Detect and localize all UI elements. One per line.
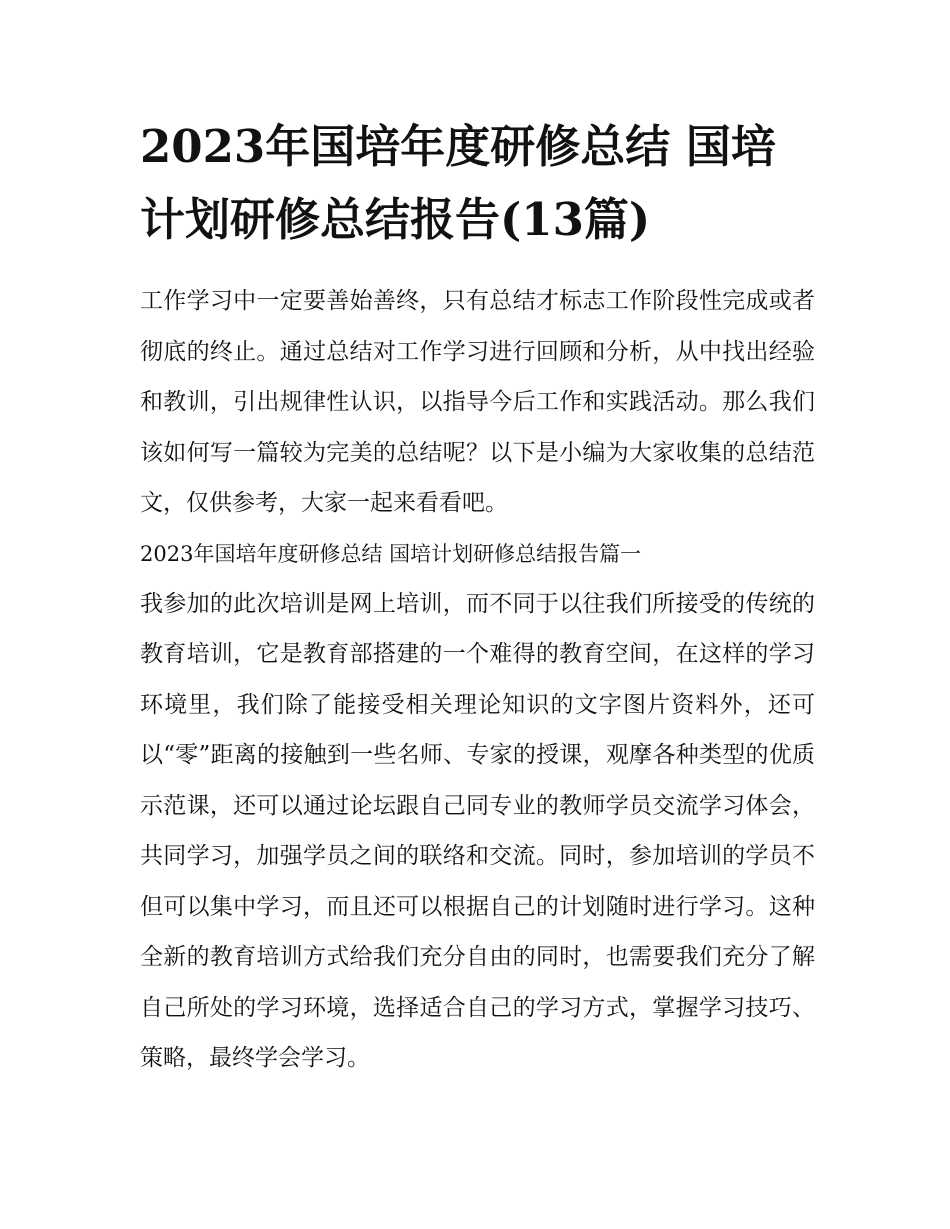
section-heading: 2023年国培年度研修总结 国培计划研修总结报告篇一 [140, 541, 642, 566]
intro-paragraph: 工作学习中一定要善始善终，只有总结才标志工作阶段性完成或者彻底的终止。通过总结对工作学习进行回顾和分析，从中找出经验和教训，引出规律性认识，以指导今后工作和实践活动。那么我们该如何写一篇较为完美的总结呢？以下是小编为大家收集的总结范文，仅供参考，大家一起来看看吧。 [140, 288, 815, 516]
document-page [140, 0, 815, 1084]
body-paragraph: 我参加的此次培训是网上培训，而不同于以往我们所接受的传统的教育培训，它是教育部搭建的一个难得的教育空间，在这样的学习环境里，我们除了能接受相关理论知识的文字图片资料外，还可以“零”距离的接触到一些名师、专家的授课，观摩各种类型的优质示范课，还可以通过论坛跟自己同专业的教师学员交流学习体会，共同学习，加强学员之间的联络和交流。同时，参加培训的学员不但可以集中学习，而且还可以根据自己的计划随时进行学习。这种全新的教育培训方式给我们充分自由的同时，也需要我们充分了解自己所处的学习环境，选择适合自己的学习方式，掌握学习技巧、策略，最终学会学习。 [140, 590, 815, 1071]
document-title: 2023年国培年度研修总结 国培计划研修总结报告(13篇) [140, 120, 776, 246]
